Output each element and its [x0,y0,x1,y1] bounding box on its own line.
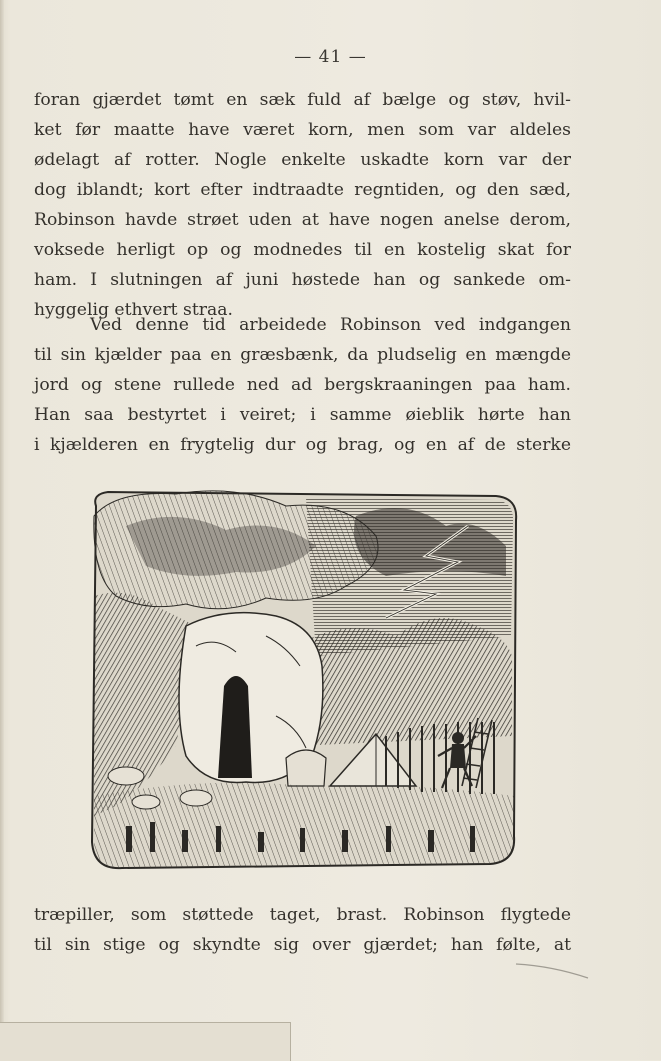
paragraph-2 [34,310,571,460]
page-tear [0,1022,291,1061]
text-line: ødelagt af rotter. Nogle enkelte uskadte korn var der [34,150,571,170]
text-line: dog iblandt; kort efter indtraadte regntiden, og den sæd, [34,180,571,200]
text-line: til sin stige og skyndte sig over gjærdet; han følte, at [34,935,571,955]
text-line: hyggelig ethvert straa. [34,300,233,320]
text-line: ham. I slutningen af juni høstede han og sankede om- [34,270,571,290]
text-line: træpiller, som støttede taget, brast. Robinson flygtede [34,905,571,925]
text-line: Ved denne tid arbeidede Robinson ved indgangen [90,315,571,335]
text-line: i kjælderen en frygtelig dur og brag, og en af de sterke [34,435,571,455]
text-line: Han saa bestyrtet i veiret; i samme øieblik hørte han [34,405,571,425]
text-line: ket før maatte have været korn, men som var aldeles [34,120,571,140]
text-line: foran gjærdet tømt en sæk fuld af bælge og støv, hvil- [34,90,571,110]
text-line: til sin kjælder paa en græsbænk, da pludselig en mængde [34,345,571,365]
text-line: voksede herligt op og modnedes til en kostelig skat for [34,240,571,260]
page-number: — 41 — [294,47,367,67]
paragraph-1 [34,85,571,325]
page-edge [0,0,4,1060]
engraving-illustration [86,486,522,872]
text-line: jord og stene rullede ned ad bergskraaningen paa ham. [34,375,571,395]
paragraph-3 [34,900,571,960]
pencil-mark [512,958,592,982]
text-line: Robinson havde strøet uden at have nogen anelse derom, [34,210,571,230]
